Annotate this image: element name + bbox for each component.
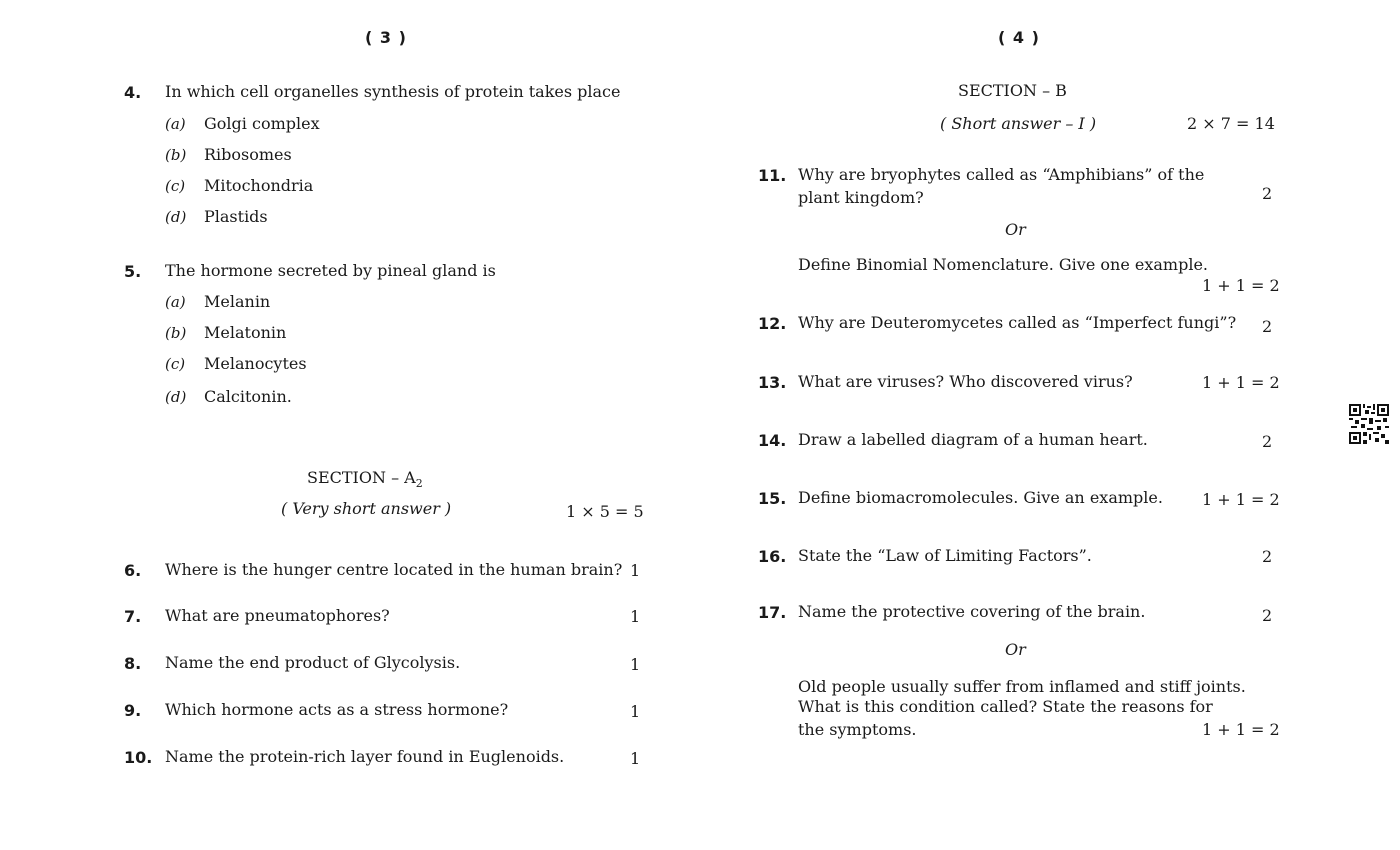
qr-code-icon	[1349, 404, 1389, 444]
option-letter: (c)	[165, 355, 186, 373]
question-13-text: What are viruses? Who discovered virus?	[798, 372, 1133, 391]
question-14-text: Draw a labelled diagram of a human heart.	[798, 430, 1148, 449]
section-a2-marks: 1 × 5 = 5	[566, 502, 644, 521]
option-text: Melatonin	[204, 323, 287, 342]
question-11-mark: 2	[1262, 184, 1273, 203]
question-5-number: 5.	[124, 262, 142, 281]
option-text: Ribosomes	[204, 145, 292, 164]
option-letter: (a)	[165, 293, 186, 311]
question-17-or: Or	[1005, 640, 1026, 659]
question-16-mark: 2	[1262, 547, 1273, 566]
question-5-text: The hormone secreted by pineal gland is	[165, 261, 496, 280]
question-13-number: 13.	[758, 373, 787, 392]
question-mark: 1	[630, 561, 641, 580]
question-number: 8.	[124, 654, 142, 673]
question-17-text: Name the protective covering of the brain.	[798, 602, 1146, 621]
section-a2-subtitle: ( Very short answer )	[281, 499, 452, 518]
question-11-line-2: plant kingdom?	[798, 188, 924, 207]
section-b-marks: 2 × 7 = 14	[1187, 114, 1275, 133]
option-letter: (a)	[165, 115, 186, 133]
question-text: Name the protein-rich layer found in Euglenoids.	[165, 747, 565, 766]
option-letter: (b)	[165, 324, 187, 342]
question-12-number: 12.	[758, 314, 787, 333]
question-mark: 1	[630, 655, 641, 674]
section-b-subtitle: ( Short answer – I )	[940, 114, 1097, 133]
question-4-number: 4.	[124, 83, 142, 102]
section-b-title: SECTION – B	[958, 81, 1067, 100]
page-number-4: ( 4 )	[998, 28, 1040, 47]
question-17-number: 17.	[758, 603, 787, 622]
question-16-number: 16.	[758, 547, 787, 566]
option-letter: (c)	[165, 177, 186, 195]
question-number: 10.	[124, 748, 153, 767]
question-12-mark: 2	[1262, 317, 1273, 336]
question-13-mark: 1 + 1 = 2	[1202, 373, 1280, 392]
question-14-mark: 2	[1262, 432, 1273, 451]
question-number: 6.	[124, 561, 142, 580]
question-number: 7.	[124, 607, 142, 626]
option-letter: (d)	[165, 208, 187, 226]
option-text: Golgi complex	[204, 114, 320, 133]
question-15-text: Define biomacromolecules. Give an example.	[798, 488, 1163, 507]
option-text: Calcitonin.	[204, 387, 292, 406]
question-14-number: 14.	[758, 431, 787, 450]
question-11-line-1: Why are bryophytes called as “Amphibians” of the	[798, 165, 1205, 184]
option-letter: (d)	[165, 388, 187, 406]
question-11-alternative-mark: 1 + 1 = 2	[1202, 276, 1280, 295]
question-mark: 1	[630, 702, 641, 721]
question-number: 9.	[124, 701, 142, 720]
section-a2-title: SECTION – $A_2$	[307, 468, 423, 491]
question-16-text: State the “Law of Limiting Factors”.	[798, 546, 1092, 565]
question-15-number: 15.	[758, 489, 787, 508]
question-text: Where is the hunger centre located in the human brain?	[165, 560, 623, 579]
question-17-mark: 2	[1262, 606, 1273, 625]
option-text: Melanin	[204, 292, 271, 311]
question-12-text: Why are Deuteromycetes called as “Imperfect fungi”?	[798, 313, 1237, 332]
question-17-alternative-line-3: the symptoms.	[798, 720, 917, 739]
question-text: What are pneumatophores?	[165, 606, 390, 625]
question-17-alternative-mark: 1 + 1 = 2	[1202, 720, 1280, 739]
page-number-3: ( 3 )	[365, 28, 407, 47]
question-17-alternative-line-2: What is this condition called? State the reasons for	[798, 697, 1213, 716]
question-mark: 1	[630, 749, 641, 768]
option-text: Mitochondria	[204, 176, 314, 195]
question-11-number: 11.	[758, 166, 787, 185]
option-letter: (b)	[165, 146, 187, 164]
question-text: Name the end product of Glycolysis.	[165, 653, 461, 672]
option-text: Melanocytes	[204, 354, 307, 373]
question-15-mark: 1 + 1 = 2	[1202, 490, 1280, 509]
question-17-alternative-line-1: Old people usually suffer from inflamed and stiff joints.	[798, 677, 1246, 696]
question-4-text: In which cell organelles synthesis of protein takes place	[165, 82, 621, 101]
question-11-alternative: Define Binomial Nomenclature. Give one example.	[798, 255, 1208, 274]
question-mark: 1	[630, 607, 641, 626]
question-text: Which hormone acts as a stress hormone?	[165, 700, 509, 719]
question-11-or: Or	[1005, 220, 1026, 239]
option-text: Plastids	[204, 207, 268, 226]
